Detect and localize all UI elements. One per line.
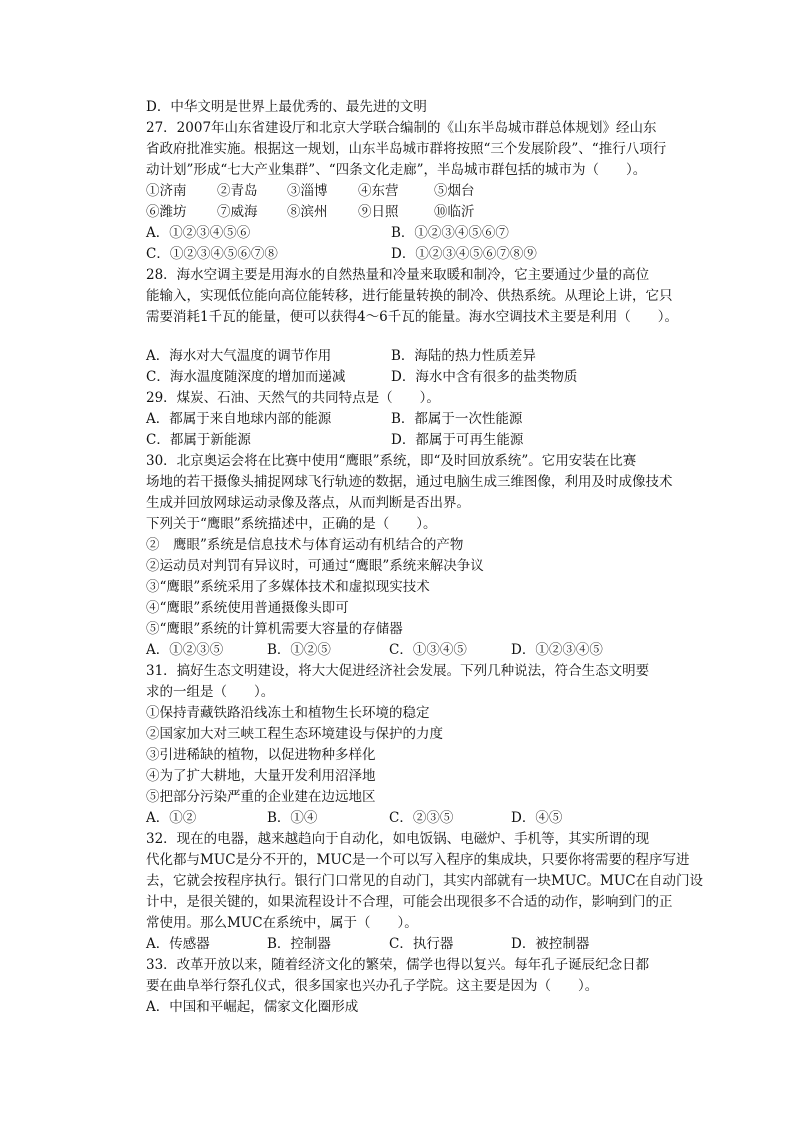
q32-stem-line4: 计中，是很关键的，如果流程设计不合理，可能会出现很多不合适的动作，影响到门的正 — [146, 894, 673, 910]
q27-option-c: C．①②③④⑤⑥⑦⑧ — [146, 246, 278, 262]
q31-option-c: C．②③⑤ — [389, 810, 454, 826]
q31-option-b: B．①④ — [267, 810, 318, 826]
q30-statement-5: ⑤“鹰眼”系统的计算机需要大容量的存储器 — [146, 621, 403, 637]
q28-stem-line3: 需要消耗1千瓦的能量，便可以获得4～6千瓦的能量。海水空调技术主要是利用（ ）。 — [146, 309, 679, 325]
q26-option-d: D．中华文明是世界上最优秀的、最先进的文明 — [146, 99, 427, 115]
q27-option-d: D．①②③④⑤⑥⑦⑧⑨ — [391, 246, 537, 262]
q31-statement-4: ④为了扩大耕地，大量开发利用沼泽地 — [146, 768, 376, 784]
q32-option-b: B．控制器 — [267, 936, 331, 952]
city-8: ⑧滨州 — [287, 204, 328, 220]
q32-stem-line2: 代化都与MUC是分不开的，MUC是一个可以写入程序的集成块，只要你将需要的程序写进 — [146, 852, 690, 868]
q31-statement-3: ③引进稀缺的植物，以促进物种多样化 — [146, 747, 376, 763]
q27-option-b: B．①②③④⑤⑥⑦ — [391, 225, 509, 241]
q31-stem-line1: 31．搞好生态文明建设，将大大促进经济社会发展。下列几种说法，符合生态文明要 — [146, 663, 650, 679]
q32-option-d: D．被控制器 — [511, 936, 590, 952]
q28-option-a: A．海水对大气温度的调节作用 — [146, 348, 332, 364]
q29-option-a: A．都属于来自地球内部的能源 — [146, 411, 332, 427]
q30-statement-3: ③“鹰眼”系统采用了多媒体技术和虚拟现实技术 — [146, 579, 430, 595]
q31-option-a: A．①② — [146, 810, 197, 826]
q27-option-a: A．①②③④⑤⑥ — [146, 225, 251, 241]
city-5: ⑤烟台 — [434, 183, 475, 199]
city-1: ①济南 — [146, 183, 187, 199]
q27-stem-line1: 27．2007年山东省建设厅和北京大学联合编制的《山东半岛城市群总体规划》经山东 — [146, 120, 657, 136]
city-10: ⑩临沂 — [434, 204, 475, 220]
q30-statement-1: ② 鹰眼”系统是信息技术与体育运动有机结合的产物 — [146, 537, 464, 553]
q30-stem-line1: 30．北京奥运会将在比赛中使用“鹰眼”系统，即“及时回放系统”。它用安装在比赛 — [146, 453, 637, 469]
q30-option-b: B．①②⑤ — [267, 642, 331, 658]
q31-option-d: D．④⑤ — [511, 810, 563, 826]
q33-option-a: A．中国和平崛起，儒家文化圈形成 — [146, 999, 359, 1015]
q27-stem-line2: 省政府批准实施。根据这一规划，山东半岛城市群将按照“三个发展阶段”、“推行八项行 — [146, 141, 667, 157]
q28-option-c: C．海水温度随深度的增加而递减 — [146, 369, 346, 385]
q31-statement-5: ⑤把部分污染严重的企业建在边远地区 — [146, 789, 376, 805]
q29-option-b: B．都属于一次性能源 — [391, 411, 523, 427]
q30-option-d: D．①②③④⑤ — [511, 642, 603, 658]
q32-option-a: A．传感器 — [146, 936, 210, 952]
q31-statement-1: ①保持青藏铁路沿线冻土和植物生长环境的稳定 — [146, 705, 430, 721]
city-9: ⑨日照 — [358, 204, 399, 220]
q30-stem-line3: 生成并回放网球运动录像及落点，从而判断是否出界。 — [146, 495, 470, 511]
q33-stem-line1: 33．改革开放以来，随着经济文化的繁荣，儒学也得以复兴。每年孔子诞辰纪念日都 — [146, 957, 650, 973]
q28-stem-line2: 能输入，实现低位能向高位能转移，进行能量转换的制冷、供热系统。从理论上讲，它只 — [146, 288, 673, 304]
q30-option-a: A．①②③⑤ — [146, 642, 224, 658]
q30-prompt: 下列关于“鹰眼”系统描述中，正确的是（ ）。 — [146, 516, 437, 532]
q33-stem-line2: 要在曲阜举行祭孔仪式，很多国家也兴办孔子学院。这主要是因为（ ）。 — [146, 978, 599, 994]
city-7: ⑦威海 — [217, 204, 258, 220]
city-3: ③淄博 — [287, 183, 328, 199]
q30-statement-4: ④“鹰眼”系统使用普通摄像头即可 — [146, 600, 349, 616]
q31-statement-2: ②国家加大对三峡工程生态环境建设与保护的力度 — [146, 726, 443, 742]
q30-stem-line2: 场地的若干摄像头捕捉网球飞行轨迹的数据，通过电脑生成三维图像，利用及时成像技术 — [146, 474, 673, 490]
q32-option-c: C．执行器 — [389, 936, 454, 952]
q32-stem-line5: 常使用。那么MUC在系统中，属于（ ）。 — [146, 915, 418, 931]
q28-stem-line1: 28．海水空调主要是用海水的自然热量和冷量来取暖和制冷，它主要通过少量的高位 — [146, 267, 650, 283]
q32-stem-line3: 去，它就会按程序执行。银行门口常见的自动门，其实内部就有一块MUC。MUC在自动门设 — [146, 873, 704, 889]
q28-option-d: D．海水中含有很多的盐类物质 — [391, 369, 578, 385]
q27-stem-line3: 动计划”形成“七大产业集群”、“四条文化走廊”，半岛城市群包括的城市为（ ）。 — [146, 162, 647, 178]
city-2: ②青岛 — [217, 183, 258, 199]
q29-option-c: C．都属于新能源 — [146, 432, 251, 448]
q29-stem: 29．煤炭、石油、天然气的共同特点是（ ）。 — [146, 390, 440, 406]
q30-option-c: C．①③④⑤ — [389, 642, 467, 658]
city-6: ⑥潍坊 — [146, 204, 187, 220]
q28-option-b: B．海陆的热力性质差异 — [391, 348, 536, 364]
q29-option-d: D．都属于可再生能源 — [391, 432, 524, 448]
q32-stem-line1: 32．现在的电器，越来越趋向于自动化，如电饭锅、电磁炉、手机等，其实所谓的现 — [146, 831, 650, 847]
q30-statement-2: ②运动员对判罚有异议时，可通过“鹰眼”系统来解决争议 — [146, 558, 484, 574]
q31-stem-line2: 求的一组是（ ）。 — [146, 684, 275, 700]
city-4: ④东营 — [358, 183, 399, 199]
